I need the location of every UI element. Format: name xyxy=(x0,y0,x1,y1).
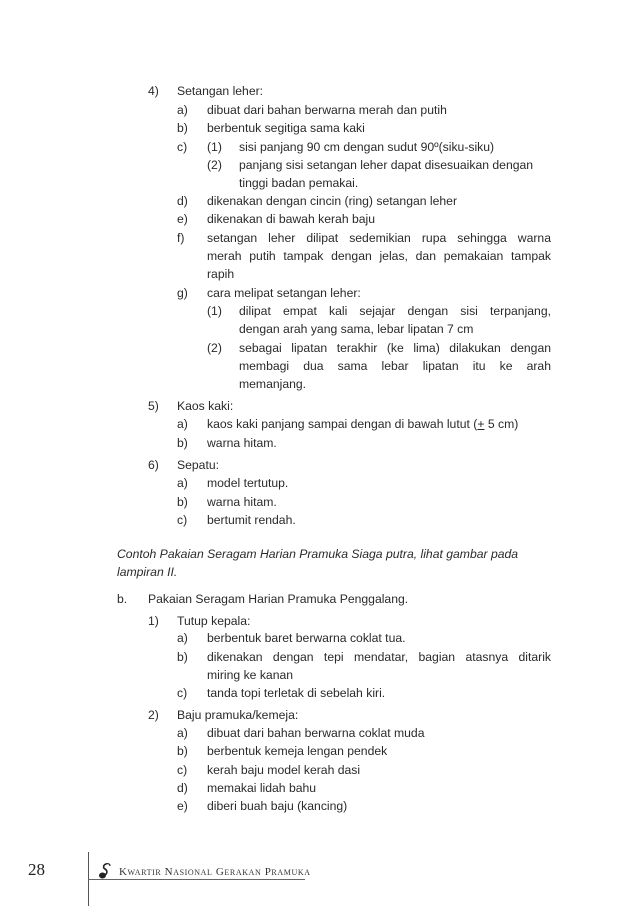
item-number: 1) xyxy=(148,614,159,628)
sub-text: kerah baju model kerah dasi xyxy=(207,763,361,777)
subsub-text: panjang sisi setangan leher dapat disesuaikan dengan xyxy=(239,158,534,172)
sub-text: dikenakan dengan cincin (ring) setangan leher xyxy=(207,194,458,208)
item-number: 6) xyxy=(148,458,159,472)
sub-text: cara melipat setangan leher: xyxy=(207,286,361,300)
subsub-text: sisi panjang 90 cm dengan sudut 90º(siku-siku) xyxy=(239,140,495,154)
sub-label: g) xyxy=(177,286,188,300)
item-heading: Sepatu: xyxy=(177,458,220,472)
sub-text: berbentuk segitiga sama kaki xyxy=(207,121,365,135)
sub-text: warna hitam. xyxy=(207,436,277,450)
sub-label: c) xyxy=(177,686,188,700)
subsub-label: (1) xyxy=(207,140,222,154)
sub-label: b) xyxy=(177,744,188,758)
sub-text: miring ke kanan xyxy=(207,668,294,682)
sub-text: dibuat dari bahan berwarna merah dan putih xyxy=(207,103,447,117)
sub-text: merah putih tampak dengan jelas, dan pemakaian tampak xyxy=(207,249,551,263)
item-heading: Tutup kepala: xyxy=(177,614,251,628)
sub-text: bertumit rendah. xyxy=(207,513,296,527)
sub-text: diberi buah baju (kancing) xyxy=(207,799,348,813)
subsub-label: (2) xyxy=(207,341,222,355)
subsub-text: dengan arah yang sama, lebar lipatan 7 cm xyxy=(239,322,474,336)
part-heading: Pakaian Seragam Harian Pramuka Penggalang. xyxy=(148,592,409,606)
sub-text: tanda topi terletak di sebelah kiri. xyxy=(207,686,386,700)
subsub-text: memanjang. xyxy=(239,377,307,391)
subsub-text: sebagai lipatan terakhir (ke lima) dilakukan dengan xyxy=(239,341,551,355)
note-text: lampiran II. xyxy=(117,565,178,579)
item-heading: Setangan leher: xyxy=(177,84,264,98)
footer-underline xyxy=(88,879,305,880)
sub-label: c) xyxy=(177,763,188,777)
sub-text: dikenakan di bawah kerah baju xyxy=(207,212,376,226)
sub-text: dibuat dari bahan berwarna coklat muda xyxy=(207,726,425,740)
sub-text: berbentuk baret berwarna coklat tua. xyxy=(207,631,406,645)
tunas-kelapa-icon xyxy=(97,862,113,880)
subsub-text: membagi dua sama lebar lipatan itu ke arah xyxy=(239,359,551,373)
sub-label: b) xyxy=(177,121,188,135)
sub-label: f) xyxy=(177,231,185,245)
sub-label: d) xyxy=(177,781,188,795)
sub-label: a) xyxy=(177,631,188,645)
sub-text: setangan leher dilipat sedemikian rupa sehingga warna xyxy=(207,231,551,245)
sub-text: rapih xyxy=(207,267,235,281)
item-heading: Kaos kaki: xyxy=(177,399,234,413)
item-heading: Baju pramuka/kemeja: xyxy=(177,708,299,722)
subsub-text: tinggi badan pemakai. xyxy=(239,176,359,190)
subsub-label: (1) xyxy=(207,304,222,318)
sub-label: d) xyxy=(177,194,188,208)
sub-label: a) xyxy=(177,476,188,490)
part-label: b. xyxy=(117,592,128,606)
sub-label: c) xyxy=(177,140,188,154)
sub-label: c) xyxy=(177,513,188,527)
sub-text: warna hitam. xyxy=(207,495,277,509)
sub-label: e) xyxy=(177,799,188,813)
sub-text: kaos kaki panjang sampai dengan di bawah lutut (+ 5 cm) xyxy=(207,417,519,431)
plus-minus-sign: + xyxy=(477,417,485,431)
sub-label: b) xyxy=(177,495,188,509)
note-text: Contoh Pakaian Seragam Harian Pramuka Siaga putra, lihat gambar pada xyxy=(117,547,519,561)
sub-label: b) xyxy=(177,650,188,664)
sub-text: dikenakan dengan tepi mendatar, bagian atasnya ditarik xyxy=(207,650,551,664)
sub-label: b) xyxy=(177,436,188,450)
subsub-text: dilipat empat kali sejajar dengan sisi terpanjang, xyxy=(239,304,551,318)
item-number: 5) xyxy=(148,399,159,413)
sub-label: a) xyxy=(177,726,188,740)
sub-text: memakai lidah bahu xyxy=(207,781,317,795)
item-number: 2) xyxy=(148,708,159,722)
subsub-label: (2) xyxy=(207,158,222,172)
sub-label: a) xyxy=(177,417,188,431)
sub-text: berbentuk kemeja lengan pendek xyxy=(207,744,388,758)
sub-label: a) xyxy=(177,103,188,117)
sub-text: model tertutup. xyxy=(207,476,289,490)
page-number: 28 xyxy=(28,860,45,879)
sub-label: e) xyxy=(177,212,188,226)
organization-name: Kwartir Nasional Gerakan Pramuka xyxy=(119,866,311,878)
item-number: 4) xyxy=(148,84,159,98)
